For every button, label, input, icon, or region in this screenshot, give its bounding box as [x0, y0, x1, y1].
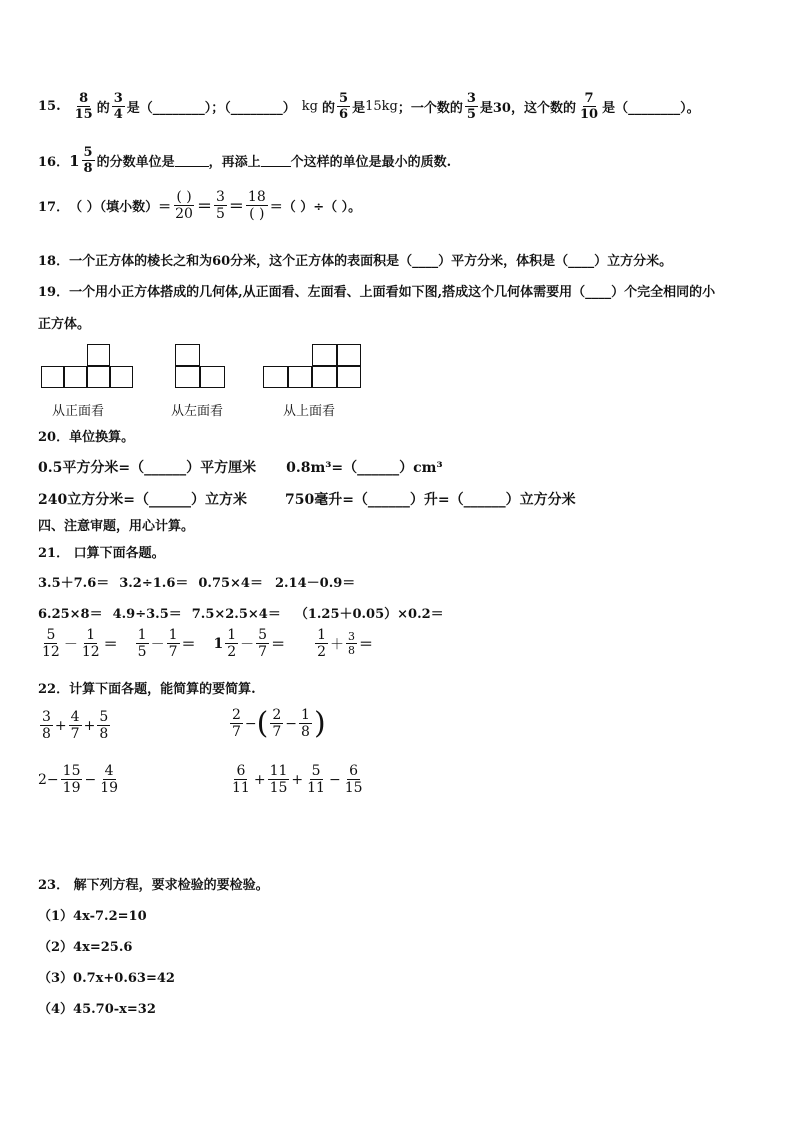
caption-left-view: 从左面看: [171, 404, 224, 419]
q21-title: 21． 口算下面各题。: [38, 546, 165, 561]
operator: −: [285, 715, 298, 732]
fraction: $\frac{1}{7}$: [168, 627, 178, 660]
equation-item-3: （3）0.7x+0.63=42: [38, 971, 175, 986]
fraction: $\frac{18}{( )}$: [247, 189, 266, 222]
caption-front-view: 从正面看: [52, 404, 105, 419]
text: 的: [322, 101, 336, 116]
operator: −: [84, 771, 97, 788]
operator: +: [54, 717, 67, 734]
fraction: $\frac{5}{6}$: [339, 91, 349, 122]
mental-math-item: （1.25＋0.05）×0.2＝: [294, 607, 444, 622]
caption-top-view: 从上面看: [283, 404, 336, 419]
q22-expr-1: [38, 710, 112, 741]
unit-text: 15kg: [365, 99, 398, 114]
equals-sign: ＝: [359, 636, 374, 653]
operator: −: [46, 771, 59, 788]
mental-math-item: 3.5＋7.6＝: [38, 576, 110, 591]
q22-title: 22．计算下面各题，能简算的要简算.: [38, 682, 256, 697]
q21-row3: [38, 628, 373, 659]
mixed-whole: 1: [213, 635, 224, 652]
fraction: $\frac{5}{8}$: [99, 709, 109, 742]
text: ；一个数的: [397, 101, 463, 116]
fraction: $\frac{15}{19}$: [62, 763, 81, 796]
q19-line1: 19．一个用小正方体搭成的几何体,从正面看、左面看、上面看如下图,搭成这个几何体需要用（____）个完全相同的小: [38, 285, 716, 300]
text: 的: [96, 101, 110, 116]
fraction: $\frac{5}{7}$: [258, 627, 268, 660]
fraction: $\frac{1}{5}$: [137, 627, 147, 660]
right-paren: ): [313, 705, 326, 741]
q16-line: [38, 146, 451, 175]
equals-sign: ＝: [228, 197, 244, 215]
q22-expr-2: [228, 705, 326, 741]
q20-row1: [38, 457, 443, 477]
mental-math-item: 0.75×4＝: [198, 576, 263, 591]
fraction: $\frac{3}{5}$: [466, 91, 476, 122]
q17-line: [38, 190, 361, 221]
fraction: $\frac{1}{8}$: [301, 707, 310, 740]
left-view-diagram: [175, 344, 225, 390]
top-view-diagram: [263, 344, 361, 390]
fraction: $\frac{4}{19}$: [100, 763, 119, 796]
equation-item-4: （4）45.70-x=32: [38, 1002, 156, 1017]
text: 是30，这个数的: [479, 101, 576, 116]
conversion-item: 240立方分米=（______）立方米: [38, 492, 247, 508]
fraction: $\frac{1}{12}$: [81, 627, 100, 660]
q15-number: 15.: [38, 99, 61, 114]
text: （ ）（填小数）＝: [69, 200, 172, 215]
operator: +: [83, 717, 96, 734]
fraction: $\frac{6}{11}$: [232, 763, 250, 796]
fraction: $\frac{3}{8}$: [42, 709, 51, 742]
fraction: $\frac{11}{15}$: [269, 763, 288, 796]
mental-math-item: 7.5×2.5×4＝: [191, 607, 281, 622]
operator: −: [244, 715, 257, 732]
q15-line: [38, 92, 700, 121]
fraction: $\frac{1}{2}$: [227, 627, 237, 660]
text: 的分数单位是: [96, 155, 175, 170]
operator: +: [253, 771, 266, 788]
fraction: $\frac{5}{12}$: [42, 627, 60, 660]
equals-sign: ＝: [271, 636, 286, 653]
fraction: $\frac{8}{15}$: [74, 91, 93, 122]
fraction: $\frac{2}{7}$: [232, 707, 241, 740]
q20-title: 20．单位换算。: [38, 430, 135, 445]
operator: －: [150, 636, 165, 653]
fraction: $\frac{5}{11}$: [307, 763, 325, 796]
fraction: $\frac{4}{7}$: [70, 709, 80, 742]
fraction: $\frac{3}{5}$: [215, 189, 225, 222]
fraction: $\frac{( )}{20}$: [175, 189, 193, 222]
equals-sign: ＝: [103, 636, 118, 653]
text: 是: [352, 101, 366, 116]
answer-blank[interactable]: [175, 154, 209, 167]
text: 是（________）；（________）: [126, 101, 296, 116]
operator: －: [63, 636, 78, 653]
fraction: $\frac{2}{7}$: [272, 707, 282, 740]
left-paren: (: [256, 705, 269, 741]
mixed-whole: 1: [69, 151, 80, 170]
equals-sign: ＝: [181, 636, 196, 653]
operator: ＋: [330, 636, 345, 653]
q21-row1: [38, 572, 355, 591]
text: 是（________）。: [602, 101, 700, 116]
answer-blank[interactable]: [261, 154, 291, 167]
text: 个这样的单位是最小的质数.: [290, 155, 452, 170]
q17-number: 17．: [38, 200, 70, 215]
conversion-item: 0.8m³=（______）cm³: [286, 460, 443, 476]
q22-expr-4: [228, 764, 367, 795]
fraction: $\frac{5}{8}$: [83, 145, 93, 176]
q16-number: 16．: [38, 155, 70, 170]
unit-text: kg: [301, 99, 318, 114]
fraction: $\frac{1}{2}$: [317, 627, 327, 660]
mental-math-item: 2.14－0.9＝: [274, 576, 356, 591]
q18-line: 18．一个正方体的棱长之和为60分米，这个正方体的表面积是（____）平方分米，体积是（____）立方分米。: [38, 254, 673, 269]
front-view-diagram: [41, 344, 133, 390]
text: ＝（ ）÷（ ）。: [269, 200, 362, 215]
mental-math-item: 3.2÷1.6＝: [119, 576, 189, 591]
number: 2: [38, 771, 47, 788]
fraction: $\frac{3}{8}$: [348, 630, 356, 657]
fraction: $\frac{6}{15}$: [344, 763, 363, 796]
equation-item-1: （1）4x-7.2=10: [38, 909, 147, 924]
equals-sign: ＝: [196, 197, 212, 215]
q21-row2: [38, 603, 444, 622]
operator: －: [240, 636, 255, 653]
operator: −: [328, 771, 341, 788]
q22-expr-3: [38, 764, 122, 795]
fraction: $\frac{7}{10}$: [579, 91, 599, 122]
conversion-item: 750毫升=（______）升=（______）立方分米: [284, 492, 576, 508]
operator: +: [291, 771, 304, 788]
section-4-title: 四、注意审题，用心计算。: [38, 519, 195, 534]
conversion-item: 0.5平方分米=（______）平方厘米: [38, 460, 257, 476]
q19-line2: 正方体。: [38, 317, 91, 332]
mental-math-item: 4.9÷3.5＝: [112, 607, 182, 622]
q23-title: 23． 解下列方程，要求检验的要检验。: [38, 878, 269, 893]
equation-item-2: （2）4x=25.6: [38, 940, 133, 955]
fraction: $\frac{3}{4}$: [113, 91, 123, 122]
text: ，再添上: [208, 155, 261, 170]
q20-row2: [38, 489, 576, 509]
mental-math-item: 6.25×8＝: [38, 607, 103, 622]
